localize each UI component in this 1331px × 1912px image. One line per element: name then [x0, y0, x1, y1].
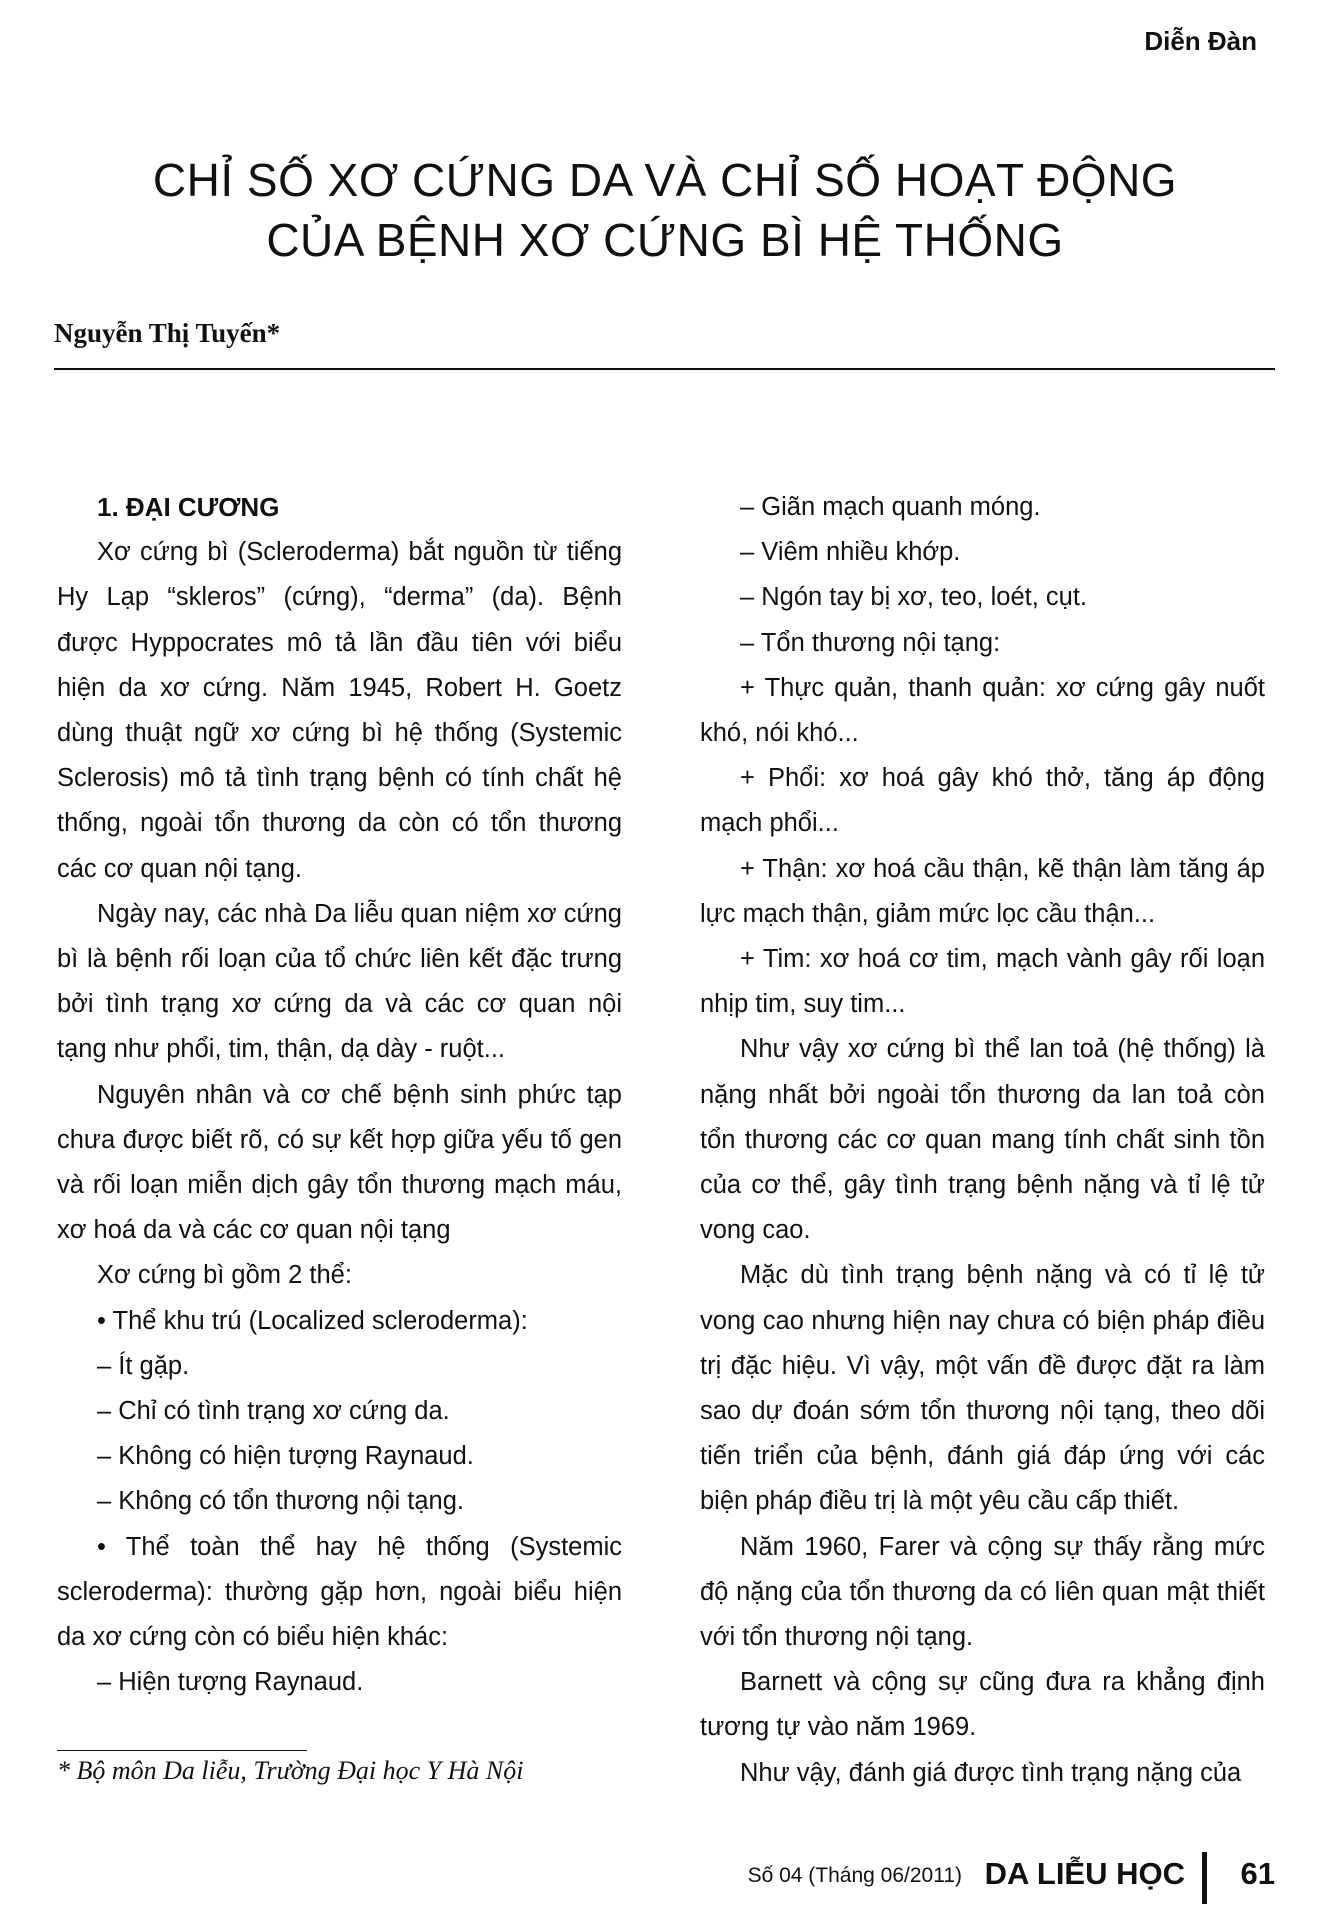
section-tag: Diễn Đàn — [1144, 26, 1257, 56]
paragraph: Mặc dù tình trạng bệnh nặng và có tỉ lệ tử vong cao nhưng hiện nay chưa có biện pháp điều trị đặc hiệu. Vì vậy, một vấn đề được đặt ra làm sao dự đoán sớm tổn thương nội tạng, theo dõi tiến triển của bệnh, đánh giá đáp ứng với các biện pháp điều trị là một yêu cầu cấp thiết. — [700, 1261, 1265, 1516]
bullet-item: • Thể toàn thể hay hệ thống (Systemic scleroderma): thường gặp hơn, ngoài biểu hiện da xơ cứng còn có biểu hiện khác: — [57, 1532, 622, 1652]
title-line-1: CHỈ SỐ XƠ CỨNG DA VÀ CHỈ SỐ HOẠT ĐỘNG — [152, 154, 1178, 206]
footnote-divider — [57, 1750, 307, 1751]
footer-divider — [1202, 1852, 1207, 1904]
sub-item: + Thận: xơ hoá cầu thận, kẽ thận làm tăng áp lực mạch thận, giảm mức lọc cầu thận... — [700, 854, 1265, 928]
paragraph: Xơ cứng bì (Scleroderma) bắt nguồn từ tiếng Hy Lạp “skleros” (cứng), “derma” (da). Bệnh được Hyppocrates mô tả lần đầu tiên với biểu hiện da xơ cứng. Năm 1945, Robert H. Goetz dùng thuật ngữ xơ cứng bì hệ thống (Systemic Sclerosis) mô tả tình trạng bệnh có tính chất hệ thống, ngoài tổn thương da còn có tổn thương các cơ quan nội tạng. — [57, 538, 622, 883]
bullet-item: • Thể khu trú (Localized scleroderma): — [97, 1306, 528, 1335]
sub-item: + Phổi: xơ hoá gây khó thở, tăng áp động mạch phổi... — [700, 764, 1265, 838]
paragraph: Barnett và cộng sự cũng đưa ra khẳng định tương tự vào năm 1969. — [700, 1668, 1265, 1742]
dash-item: – Giãn mạch quanh móng. — [740, 493, 1041, 521]
title-line-2: CỦA BỆNH XƠ CỨNG BÌ HỆ THỐNG — [266, 214, 1064, 266]
dash-item: – Tổn thương nội tạng: — [740, 628, 1001, 657]
paragraph: Như vậy, đánh giá được tình trạng nặng của — [740, 1758, 1242, 1787]
footnote: * Bộ môn Da liễu, Trường Đại học Y Hà Nội — [57, 1756, 524, 1785]
dash-item: – Hiện tượng Raynaud. — [97, 1668, 364, 1697]
journal-name: DA LIỄU HỌC — [984, 1856, 1185, 1891]
paragraph: Năm 1960, Farer và cộng sự thấy rằng mức độ nặng của tổn thương da có liên quan mật thiết với tổn thương nội tạng. — [700, 1532, 1265, 1652]
paragraph: Như vậy xơ cứng bì thể lan toả (hệ thống) là nặng nhất bởi ngoài tổn thương da lan toả còn tổn thương các cơ quan mang tính chất sinh tồn của cơ thể, gây tình trạng bệnh nặng và tỉ lệ tử vong cao. — [700, 1035, 1265, 1245]
dash-item: – Ngón tay bị xơ, teo, loét, cụt. — [740, 583, 1087, 612]
article-title — [80, 150, 1250, 270]
page-number: 61 — [1240, 1856, 1275, 1891]
dash-item: – Viêm nhiều khớp. — [740, 538, 961, 567]
issue-info: Số 04 (Tháng 06/2011) — [747, 1864, 962, 1887]
dash-item: – Không có hiện tượng Raynaud. — [97, 1442, 474, 1471]
paragraph: Ngày nay, các nhà Da liễu quan niệm xơ cứng bì là bệnh rối loạn của tổ chức liên kết đặc trưng bởi tình trạng xơ cứng da và các cơ quan nội tạng như phổi, tim, thận, dạ dày - ruột... — [57, 899, 622, 1064]
dash-item: – Ít gặp. — [97, 1351, 190, 1380]
sub-item: + Thực quản, thanh quản: xơ cứng gây nuốt khó, nói khó... — [700, 673, 1265, 748]
dash-item: – Chỉ có tình trạng xơ cứng da. — [97, 1397, 450, 1426]
left-column — [57, 485, 622, 1705]
page-footer — [700, 1852, 1275, 1900]
section-heading: 1. ĐẠI CƯƠNG — [97, 492, 280, 522]
sub-item: + Tim: xơ hoá cơ tim, mạch vành gây rối loạn nhịp tim, suy tim... — [700, 945, 1265, 1019]
paragraph: Nguyên nhân và cơ chế bệnh sinh phức tạp chưa được biết rõ, có sự kết hợp giữa yếu tố gen và rối loạn miễn dịch gây tổn thương mạch máu, xơ hoá da và các cơ quan nội tạng — [57, 1080, 622, 1245]
paragraph: Xơ cứng bì gồm 2 thể: — [97, 1261, 352, 1290]
title-divider — [54, 368, 1275, 370]
dash-item: – Không có tổn thương nội tạng. — [97, 1487, 464, 1516]
right-column — [700, 485, 1265, 1796]
author-name: Nguyễn Thị Tuyến* — [54, 318, 281, 348]
